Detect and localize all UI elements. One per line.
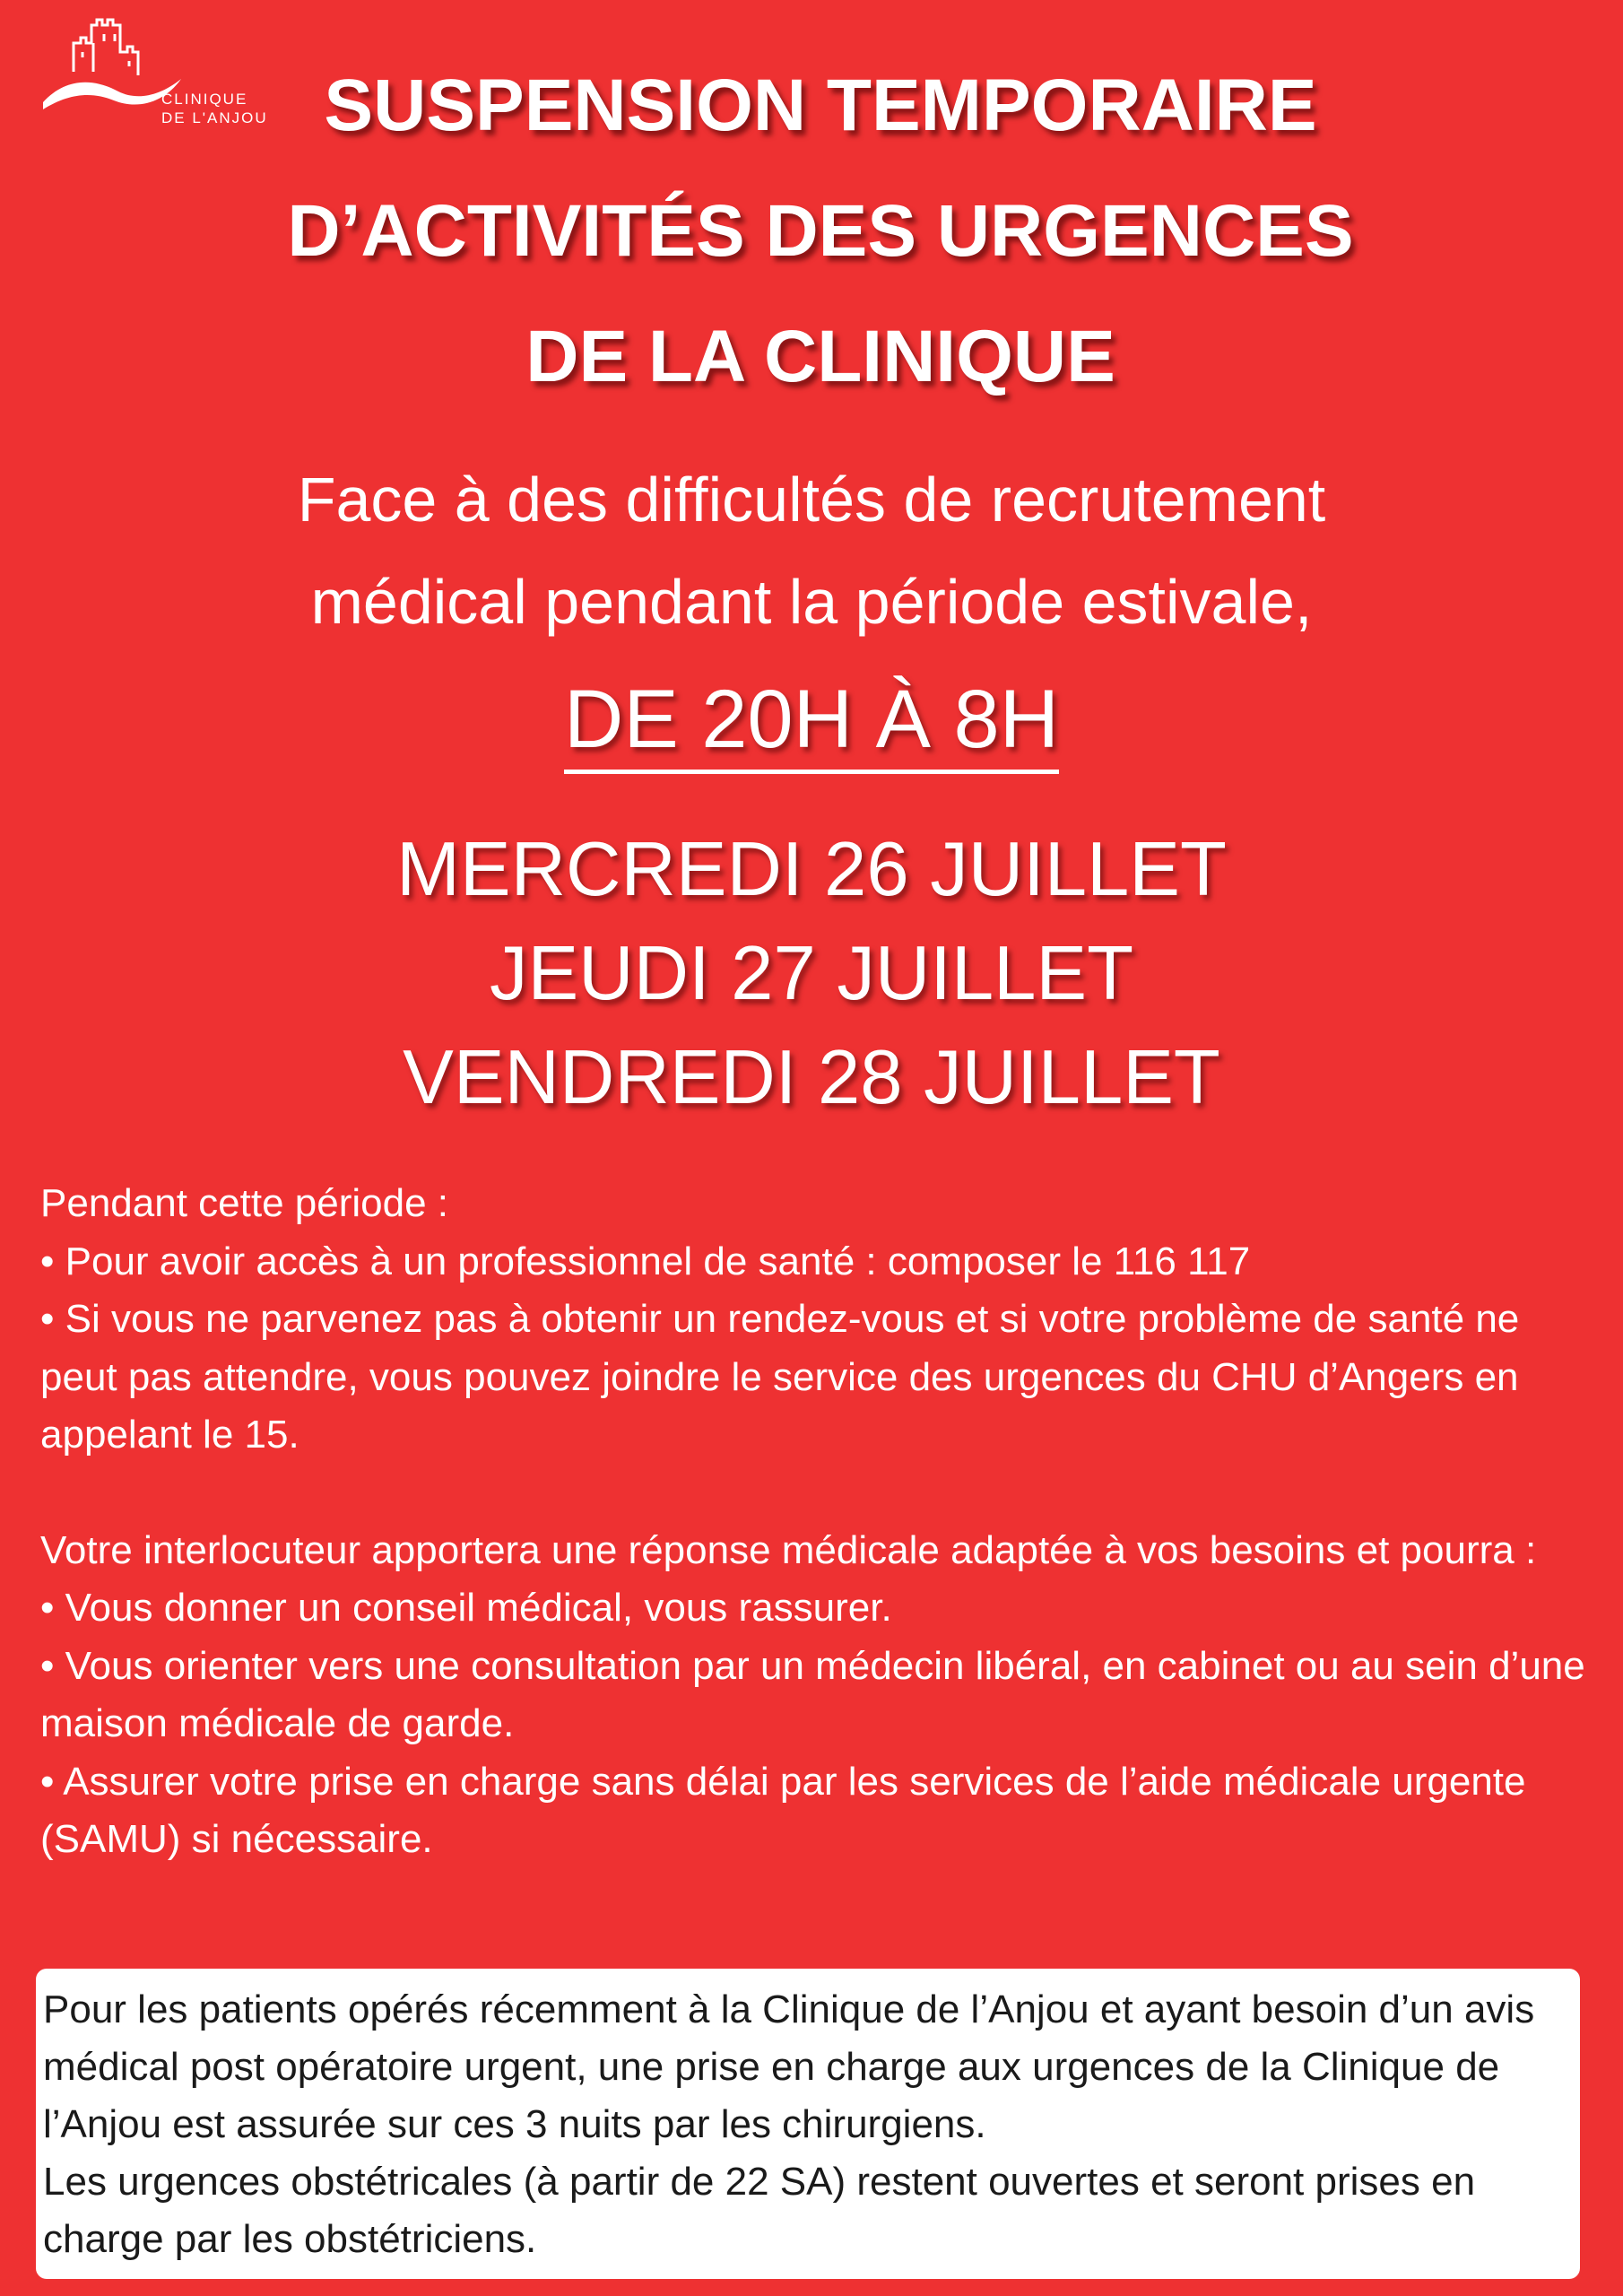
bullet-item: • Si vous ne parvenez pas à obtenir un rendez-vous et si votre problème de santé ne peut pas attendre, vous pouvez joindre le service des urgences du CHU d’Angers en appelant le 15. [40, 1297, 1520, 1457]
period-label: Pendant cette période : [40, 1181, 448, 1225]
hours-heading: DE 20H À 8H [564, 674, 1059, 774]
logo-line-1: CLINIQUE [161, 91, 248, 108]
notice-box [36, 1969, 1580, 2279]
date-item: VENDREDI 28 JUILLET [403, 1035, 1220, 1120]
intro-line-1: Face à des difficultés de recrutement [297, 465, 1326, 535]
intro-text [0, 448, 1623, 653]
title-line-3: DE LA CLINIQUE [525, 316, 1115, 397]
notice-paragraph-1: Pour les patients opérés récemment à la Clinique de l’Anjou et ayant besoin d’un avis médical post opératoire urgent, une prise en charge aux urgences de la Clinique de l’Anjou est assurée sur ces 3 nuits par les chirurgiens. [43, 1987, 1535, 2146]
date-item: JEUDI 27 JUILLET [489, 931, 1134, 1016]
bullet-item: • Assurer votre prise en charge sans délai par les services de l’aide médicale urgente (SAMU) si nécessaire. [40, 1759, 1526, 1861]
intro-line-2: médical pendant la période estivale, [310, 567, 1313, 637]
dates-list [0, 818, 1623, 1130]
hours-section [0, 674, 1623, 774]
date-item: MERCREDI 26 JUILLET [396, 827, 1227, 912]
instructions [40, 1175, 1587, 1869]
bullet-item: • Pour avoir accès à un professionnel de santé : composer le 116 117 [40, 1239, 1251, 1283]
bullet-item: • Vous orienter vers une consultation par un médecin libéral, en cabinet ou au sein d’une maison médicale de garde. [40, 1643, 1585, 1745]
title-line-2: D’ACTIVITÉS DES URGENCES [287, 190, 1354, 272]
page-title [224, 43, 1417, 420]
bullet-item: • Vous donner un conseil médical, vous rassurer. [40, 1586, 892, 1630]
notice-paragraph-2: Les urgences obstétricales (à partir de 22 SA) restent ouvertes et seront prises en charge par les obstétriciens. [43, 2160, 1476, 2261]
interlocutor-text: Votre interlocuteur apportera une réponse médicale adaptée à vos besoins et pourra : [40, 1527, 1537, 1572]
title-line-1: SUSPENSION TEMPORAIRE [324, 65, 1317, 146]
spacer [40, 1465, 1587, 1522]
logo-line-2: DE L'ANJOU [161, 109, 268, 126]
